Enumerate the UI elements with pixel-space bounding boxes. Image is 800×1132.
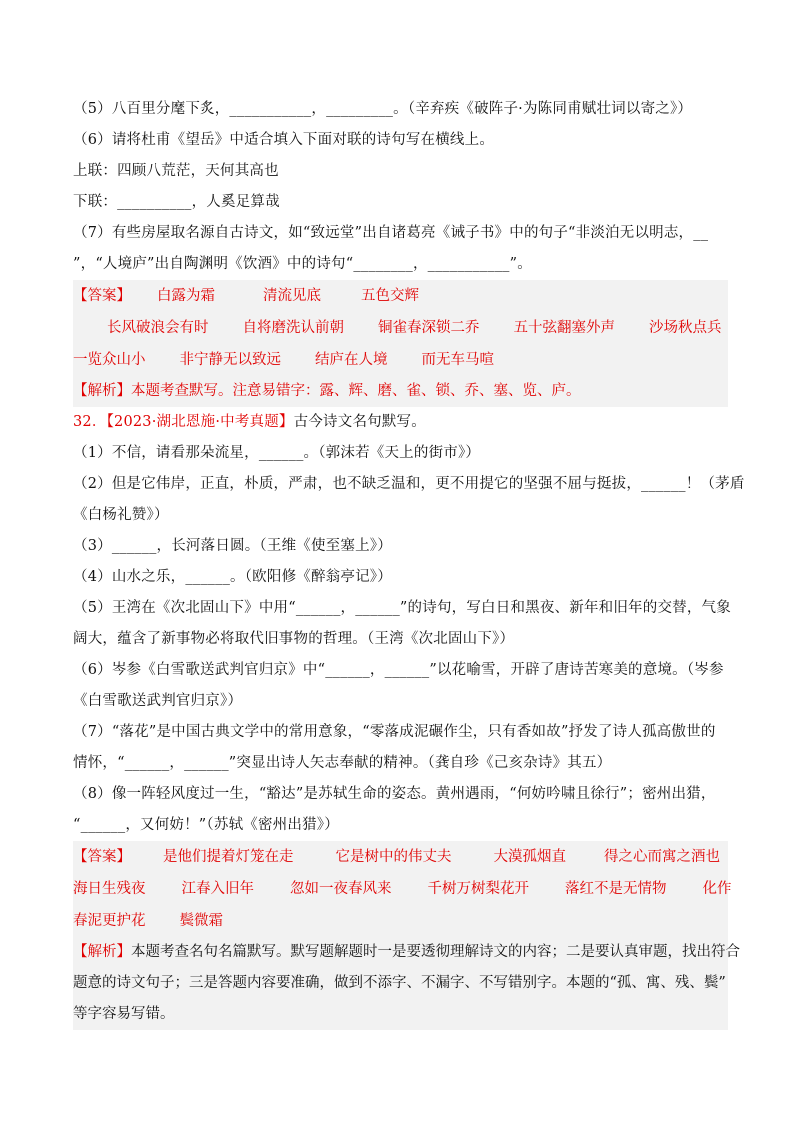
q32-answer-block [73, 841, 740, 1030]
q31-analysis: 【解析】本题考查默写。注意易错字：露、辉、磨、雀、锁、乔、塞、览、庐。 [73, 383, 581, 399]
q31-couplet-upper: 上联：四顾八荒茫，天何其高也 [73, 163, 279, 179]
q32-answer-row-2 [73, 873, 732, 905]
q31-line-6: （6）请将杜甫《望岳》中适合填入下面对联的诗句写在横线上。 [73, 132, 495, 148]
answer-item: 千树万树梨花开 [427, 881, 529, 897]
q31-couplet-lower: 下联：__________，人奚足算哉 [73, 194, 280, 210]
answer-item: 鬓微霜 [179, 913, 223, 929]
q32-line: （2）但是它伟岸，正直，朴质，严肃，也不缺乏温和，更不用提它的坚强不屈与挺拔，______！（茅盾 [73, 476, 745, 492]
q32-line: （6）岑参《白雪歌送武判官归京》中“______，______”以花喻雪，开辟了唐诗苦寒美的意境。（岑参 [73, 662, 724, 678]
q31-line-7b: ”，“人境庐”出自陶渊明《饮酒》中的诗句“________，___________”。 [73, 256, 532, 272]
q32-line: （4）山水之乐，______。（欧阳修《醉翁亭记》） [73, 569, 392, 585]
answer-label: 【答案】 [73, 288, 131, 304]
q32-header [73, 407, 728, 438]
q32-line: （1）不信，请看那朵流星，______。（郭沫若《天上的街市》） [73, 445, 481, 461]
analysis-text: 题意的诗文句子；三是答题内容要准确，做到不添字、不漏字、不写错别字。本题的“孤、寓、残、鬓” [73, 975, 726, 991]
q32-line: 阔大，蕴含了新事物必将取代旧事物的哲理。（王湾《次北固山下》） [73, 631, 515, 647]
q32-answer-row-3 [73, 905, 728, 937]
answer-item: 大漠孤烟直 [493, 849, 566, 865]
answer-item: 白露为霜 [157, 288, 215, 304]
q32-analysis-line-2 [73, 968, 728, 999]
answer-item: 江春入旧年 [181, 881, 254, 897]
q31-line-5: （5）八百里分麾下炙，___________，_________。（辛弃疾《破阵子·为陈同甫赋壮词以寄之》） [73, 101, 693, 117]
document-page [73, 94, 745, 1030]
analysis-text: 本题考查名句名篇默写。默写题解题时一是要透彻理解诗文的内容；二是要认真审题，找出符合 [131, 944, 740, 960]
answer-item: 得之心而寓之酒也 [604, 849, 720, 865]
q31-answer-row-3 [73, 344, 728, 376]
q32-line: （5）王湾在《次北固山下》中用“______，______”的诗句，写白日和黑夜、新年和旧年的交替，气象 [73, 600, 731, 616]
analysis-text: 等字容易写错。 [73, 1006, 175, 1022]
q32-number: 32． [73, 414, 107, 430]
answer-item: 海日生残夜 [73, 881, 146, 897]
answer-item: 结庐在人境 [315, 352, 388, 368]
q31-answer-block [73, 280, 728, 407]
answer-item: 五色交辉 [361, 288, 419, 304]
answer-item: 春泥更护花 [73, 913, 146, 929]
q32-line: （3）______，长河落日圆。（王维《使至塞上》） [73, 538, 392, 554]
answer-item: 是他们提着灯笼在走 [163, 849, 294, 865]
answer-item: 化作 [702, 881, 732, 897]
answer-label: 【答案】 [73, 849, 131, 865]
q31-answer-row-1 [73, 280, 728, 312]
answer-item: 五十弦翻塞外声 [513, 320, 615, 336]
answer-item: 一览众山小 [73, 352, 146, 368]
q32-source: 【2023·湖北恩施·中考真题】 [106, 414, 294, 430]
answer-item: 非宁静无以致远 [179, 352, 281, 368]
q32-line: 情怀，“______，______”突显出诗人矢志奉献的精神。（龚自珍《己亥杂诗》其五） [73, 755, 612, 771]
q32-analysis-line-1 [73, 937, 740, 968]
answer-item: 它是树中的伟丈夫 [335, 849, 452, 865]
answer-item: 忽如一夜春风来 [290, 881, 392, 897]
q32-line: 《白杨礼赞》） [73, 507, 169, 523]
answer-item: 沙场秋点兵 [649, 320, 722, 336]
q31-line-7a: （7）有些房屋取名源自古诗文，如“致远堂”出自诸葛亮《诫子书》中的句子“非淡泊无以明志，__ [73, 225, 709, 241]
answer-item: 清流见底 [263, 288, 321, 304]
analysis-label: 【解析】 [73, 944, 131, 960]
q32-analysis-line-3 [73, 999, 728, 1030]
answer-item: 自将磨洗认前朝 [242, 320, 344, 336]
q32-line: “______，又何妨！”（苏轼《密州出猎》） [73, 817, 339, 833]
q32-instruction: 古今诗文名句默写。 [293, 414, 426, 430]
answer-item: 落红不是无情物 [565, 881, 667, 897]
q32-line: （8）像一阵轻风度过一生，“豁达”是苏轼生命的姿态。黄州遇雨，“何妨吟啸且徐行”；密州出猎， [73, 786, 716, 802]
q32-answer-row-1 [73, 841, 728, 873]
answer-item: 铜雀春深锁二乔 [378, 320, 480, 336]
answer-item: 长风破浪会有时 [107, 320, 209, 336]
q32-line: （7）“落花”是中国古典文学中的常用意象，“零落成泥碾作尘，只有香如故”抒发了诗人孤高傲世的 [73, 724, 716, 740]
q32-line: 《白雪歌送武判官归京》） [73, 693, 243, 709]
answer-item: 而无车马喧 [421, 352, 494, 368]
q31-answer-row-2 [73, 312, 728, 344]
